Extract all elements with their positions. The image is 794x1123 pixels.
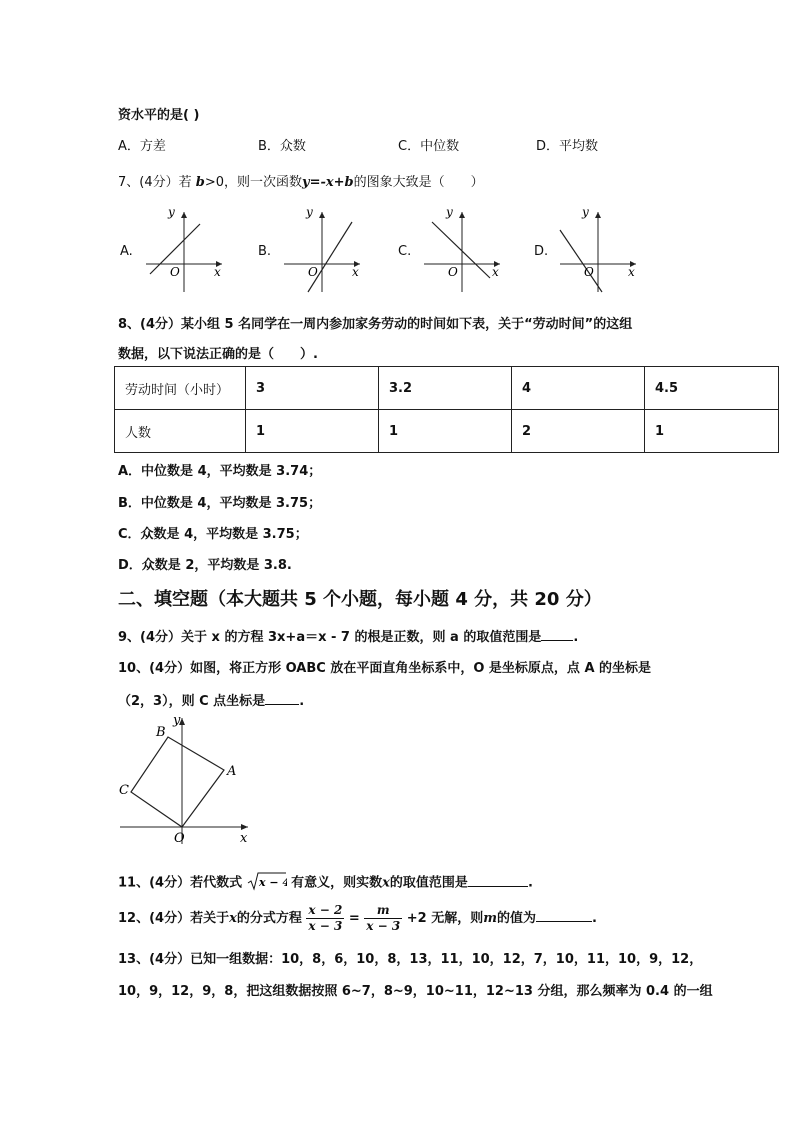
- q8-table: [114, 366, 779, 453]
- q10-x-label: x: [240, 831, 248, 846]
- q7-label-c: C.: [398, 244, 412, 259]
- table-cell: 3.2: [379, 367, 512, 410]
- q12-lhs-denominator: x − 3: [308, 919, 343, 933]
- q9-stem: 9、(4分）关于 x 的方程 3x+a＝x - 7 的根是正数，则 a 的取值范围是 .: [118, 630, 579, 645]
- q7-stem: 7、(4分）若 b>0，则一次函数y=-x+b的图象大致是（ ）: [118, 175, 484, 190]
- q6-option-b: B．众数: [258, 139, 306, 154]
- q9-blank[interactable]: [541, 628, 573, 641]
- q10-figure: [116, 712, 256, 847]
- section-2-title: 二、填空题（本大题共 5 个小题，每小题 4 分，共 20 分）: [118, 589, 602, 610]
- q12-rhs-fraction: [364, 903, 402, 934]
- q6-option-a: A．方差: [118, 139, 166, 154]
- q6-option-d: D．平均数: [536, 139, 599, 154]
- q7-a-y-label: y: [168, 208, 175, 219]
- q12-rhs-numerator: m: [364, 903, 402, 919]
- q7-label-b: B.: [258, 244, 272, 259]
- q11-blank[interactable]: [468, 874, 528, 887]
- q11-radicand: x − 4: [258, 876, 287, 889]
- q7-label-a: A.: [120, 244, 133, 259]
- q10-point-a-label: A: [227, 764, 237, 779]
- q7-graph-b: [280, 208, 364, 294]
- q7-graph-d: [556, 208, 640, 294]
- q12-stem: 12、(4分）若关于x的分式方程 $\frac{x - 2}{x - 3}$ = $\frac{m}{x - 3}$ +2 无解，则m的值为 .: [118, 903, 597, 933]
- q12-lhs-fraction: [306, 903, 344, 934]
- table-cell: 1: [645, 410, 779, 453]
- q13-stem-line1: 13、(4分）已知一组数据：10，8，6，10，8，13，11，10，12，7，10，11，10，9，12，: [118, 952, 703, 967]
- q12-blank[interactable]: [536, 909, 592, 922]
- q7-d-origin: O: [584, 265, 594, 279]
- q11-sqrt: [247, 871, 287, 895]
- table-row: [115, 367, 779, 410]
- q7-b-x-label: x: [352, 265, 359, 279]
- q8-option-a: A．中位数是 4，平均数是 3.74；: [118, 464, 322, 479]
- table-cell: 2: [512, 410, 645, 453]
- q7-c-origin: O: [448, 265, 458, 279]
- q12-lhs-numerator: x − 2: [308, 903, 343, 917]
- table-cell: 1: [246, 410, 379, 453]
- table-row: [115, 410, 779, 453]
- q10-blank[interactable]: [265, 692, 299, 705]
- sqrt-icon: [247, 871, 287, 891]
- q12-rhs-denominator: x − 3: [366, 919, 401, 933]
- q7-c-y-label: y: [446, 208, 453, 219]
- q11-stem: 11、(4分）若代数式 x − 4 有意义，则实数x的取值范围是 .: [118, 871, 533, 895]
- table-cell: 4.5: [645, 367, 779, 410]
- table-cell: 人数: [115, 410, 246, 453]
- q10-y-label: y: [173, 713, 181, 728]
- q10-origin-label: O: [174, 831, 185, 846]
- table-cell: 3: [246, 367, 379, 410]
- table-cell: 4: [512, 367, 645, 410]
- table-cell: 1: [379, 410, 512, 453]
- q10-stem-line1: 10、(4分）如图，将正方形 OABC 放在平面直角坐标系中，O 是坐标原点，点 A 的坐标是: [118, 661, 652, 676]
- q8-option-d: D．众数是 2，平均数是 3.8.: [118, 558, 292, 573]
- q8-option-c: C．众数是 4，平均数是 3.75；: [118, 527, 308, 542]
- q7-label-d: D.: [534, 244, 549, 259]
- q7-c-x-label: x: [492, 265, 499, 279]
- table-cell: 劳动时间（小时）: [115, 367, 246, 410]
- q8-option-b: B．中位数是 4，平均数是 3.75；: [118, 496, 322, 511]
- q8-stem-line1: 8、(4分）某小组 5 名同学在一周内参加家务劳动的时间如下表，关于“劳动时间”的这组: [118, 317, 633, 332]
- q7-d-y-label: y: [582, 208, 589, 219]
- q10-stem-line2: （2，3），则 C 点坐标是 .: [118, 694, 305, 709]
- q7-graph-c: [420, 208, 504, 294]
- q10-point-b-label: B: [156, 725, 166, 740]
- q7-b-origin: O: [308, 265, 318, 279]
- q7-d-x-label: x: [628, 265, 635, 279]
- q6-stem-tail: 资水平的是( ): [118, 108, 200, 123]
- q7-a-origin: O: [170, 265, 180, 279]
- q7-b-y-label: y: [306, 208, 313, 219]
- q7-a-x-label: x: [214, 265, 221, 279]
- q8-stem-line2: 数据，以下说法正确的是（ ）.: [118, 347, 318, 362]
- q7-graph-a: [142, 208, 226, 294]
- q13-stem-line2: 10，9，12，9，8，把这组数据按照 6~7，8~9，10~11，12~13 分组，那么频率为 0.4 的一组: [118, 984, 713, 999]
- q10-point-c-label: C: [119, 783, 129, 798]
- q6-option-c: C．中位数: [398, 139, 460, 154]
